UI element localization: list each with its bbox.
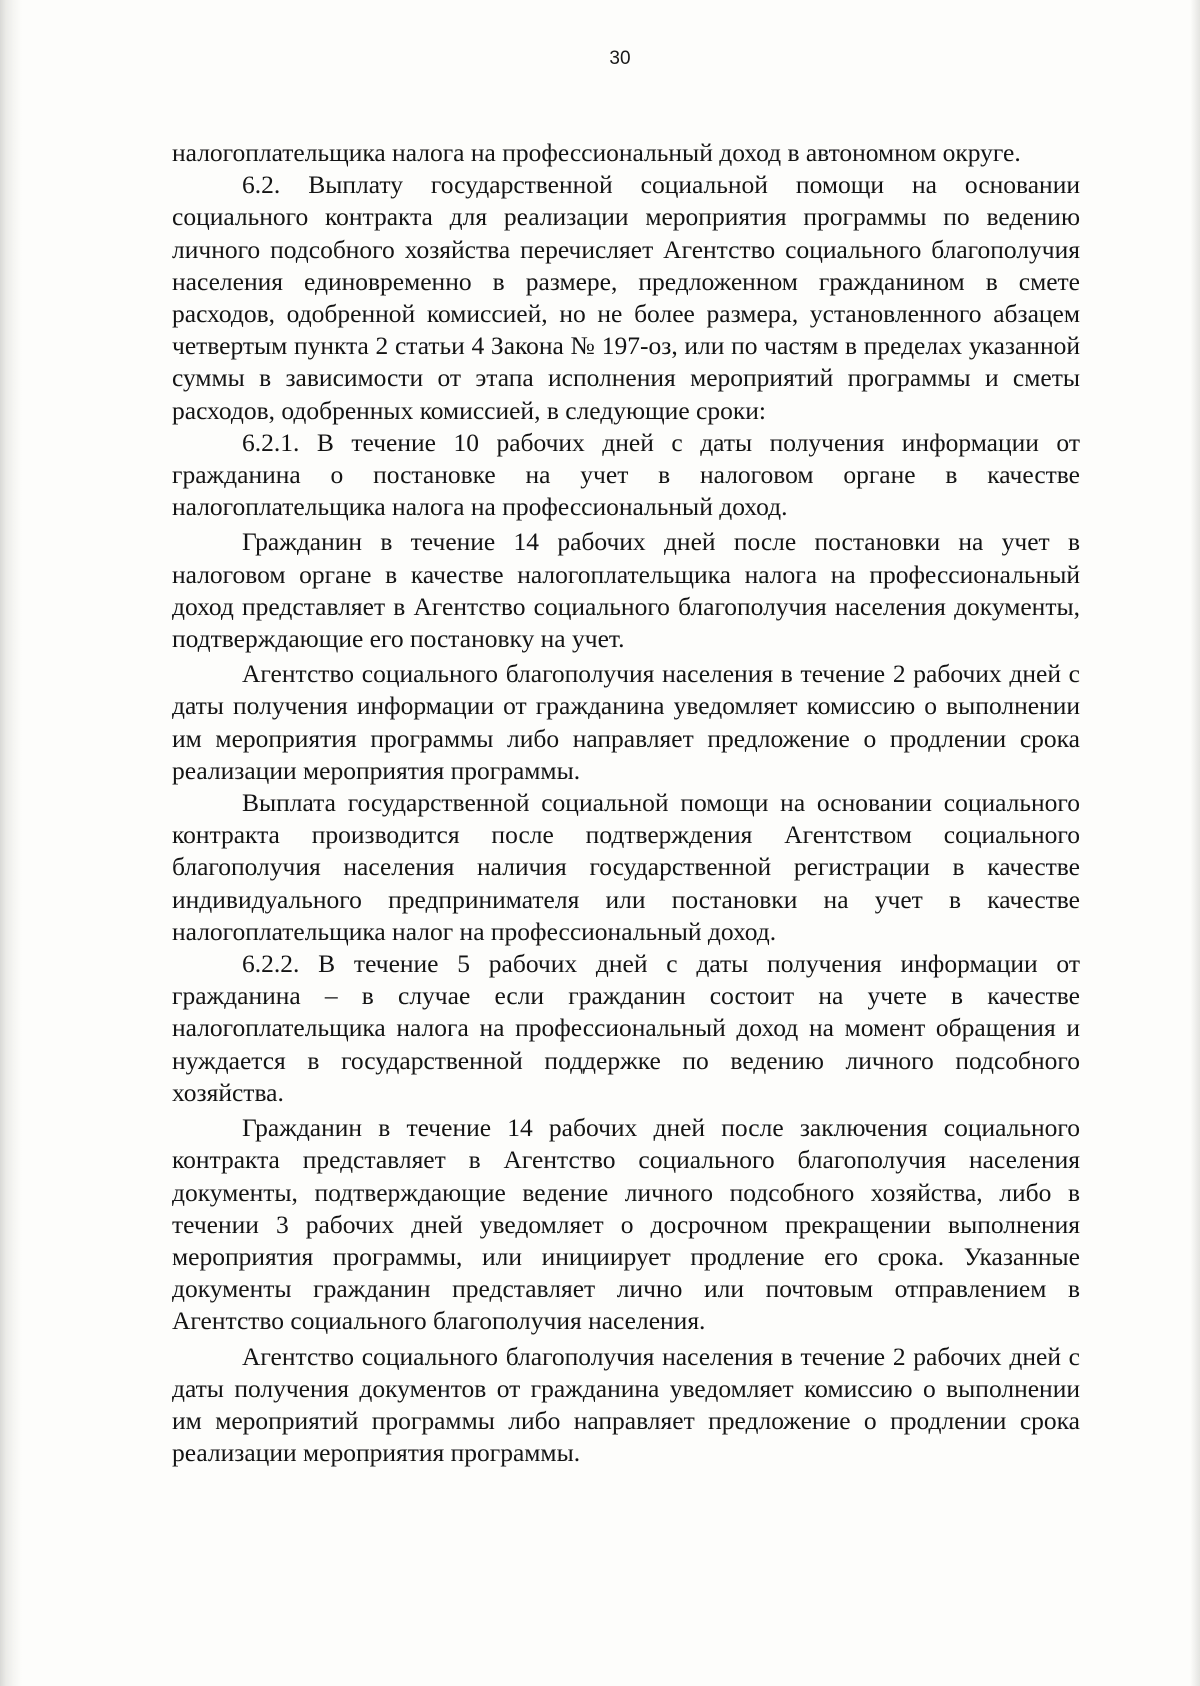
paragraph-continuation: налогоплательщика налога на профессиональный доход в автономном округе. — [172, 138, 1021, 167]
paragraph-6-2-2: 6.2.2. В течение 5 рабочих дней с даты получения информации от гражданина – в случае если гражданин состоит на учете в качестве налогоплательщика налога на профессиональный доход на момент обращения и нуждается в государственной поддержке по ведению личного подсобного хозяйства. — [172, 949, 1080, 1107]
scan-edge-left — [0, 0, 22, 1686]
paragraph-6-2: 6.2. Выплату государственной социальной помощи на основании социального контракта для реализации мероприятия программы по ведению личного подсобного хозяйства перечисляет Агентство социального благополучия населения единовременно в размере, предложенном гражданином в смете расходов, одобренной комиссией, но не более размера, установленного абзацем четвертым пункта 2 статьи 4 Закона № 197-оз, или по частям в пределах указанной суммы в зависимости от этапа исполнения мероприятий программы и сметы расходов, одобренных комиссией, в следующие сроки: — [172, 170, 1080, 425]
paragraph-citizen-registration: Гражданин в течение 14 рабочих дней после постановки на учет в налоговом органе в качестве налогоплательщика налога на профессиональный доход представляет в Агентство социального благополучия населения документы, подтверждающие его постановку на учет. — [172, 527, 1080, 654]
page-number: 30 — [609, 48, 631, 69]
paragraph-agency-final-notification: Агентство социального благополучия населения в течение 2 рабочих дней с даты получения документов от гражданина уведомляет комиссию о выполнении им мероприятий программы либо направляет предложение о продлении срока реализации мероприятия программы. — [172, 1341, 1080, 1468]
paragraph-6-2-1: 6.2.1. В течение 10 рабочих дней с даты получения информации от гражданина о постановке на учет в налоговом органе в качестве налогоплательщика налога на профессиональный доход. — [172, 427, 1080, 522]
paragraph-payment-condition: Выплата государственной социальной помощи на основании социального контракта производится после подтверждения Агентством социального благополучия населения наличия государственной регистрации в качестве индивидуального предпринимателя или постановки на учет в качестве налогоплательщика налог на профессиональный доход. — [172, 788, 1080, 946]
paragraph-citizen-documents: Гражданин в течение 14 рабочих дней после заключения социального контракта представляет в Агентство социального благополучия населения документы, подтверждающие ведение личного подсобного хозяйства, либо в течении 3 рабочих дней уведомляет о досрочном прекращении выполнения мероприятия программы, или инициирует продление его срока. Указанные документы гражданин представляет лично или почтовым отправлением в Агентство социального благополучия населения. — [172, 1113, 1080, 1336]
document-body — [172, 137, 1080, 1469]
paragraph-agency-notification: Агентство социального благополучия населения в течение 2 рабочих дней с даты получения информации от гражданина уведомляет комиссию о выполнении им мероприятия программы либо направляет предложение о продлении срока реализации мероприятия программы. — [172, 659, 1080, 785]
scan-edge-right — [1190, 0, 1200, 1686]
